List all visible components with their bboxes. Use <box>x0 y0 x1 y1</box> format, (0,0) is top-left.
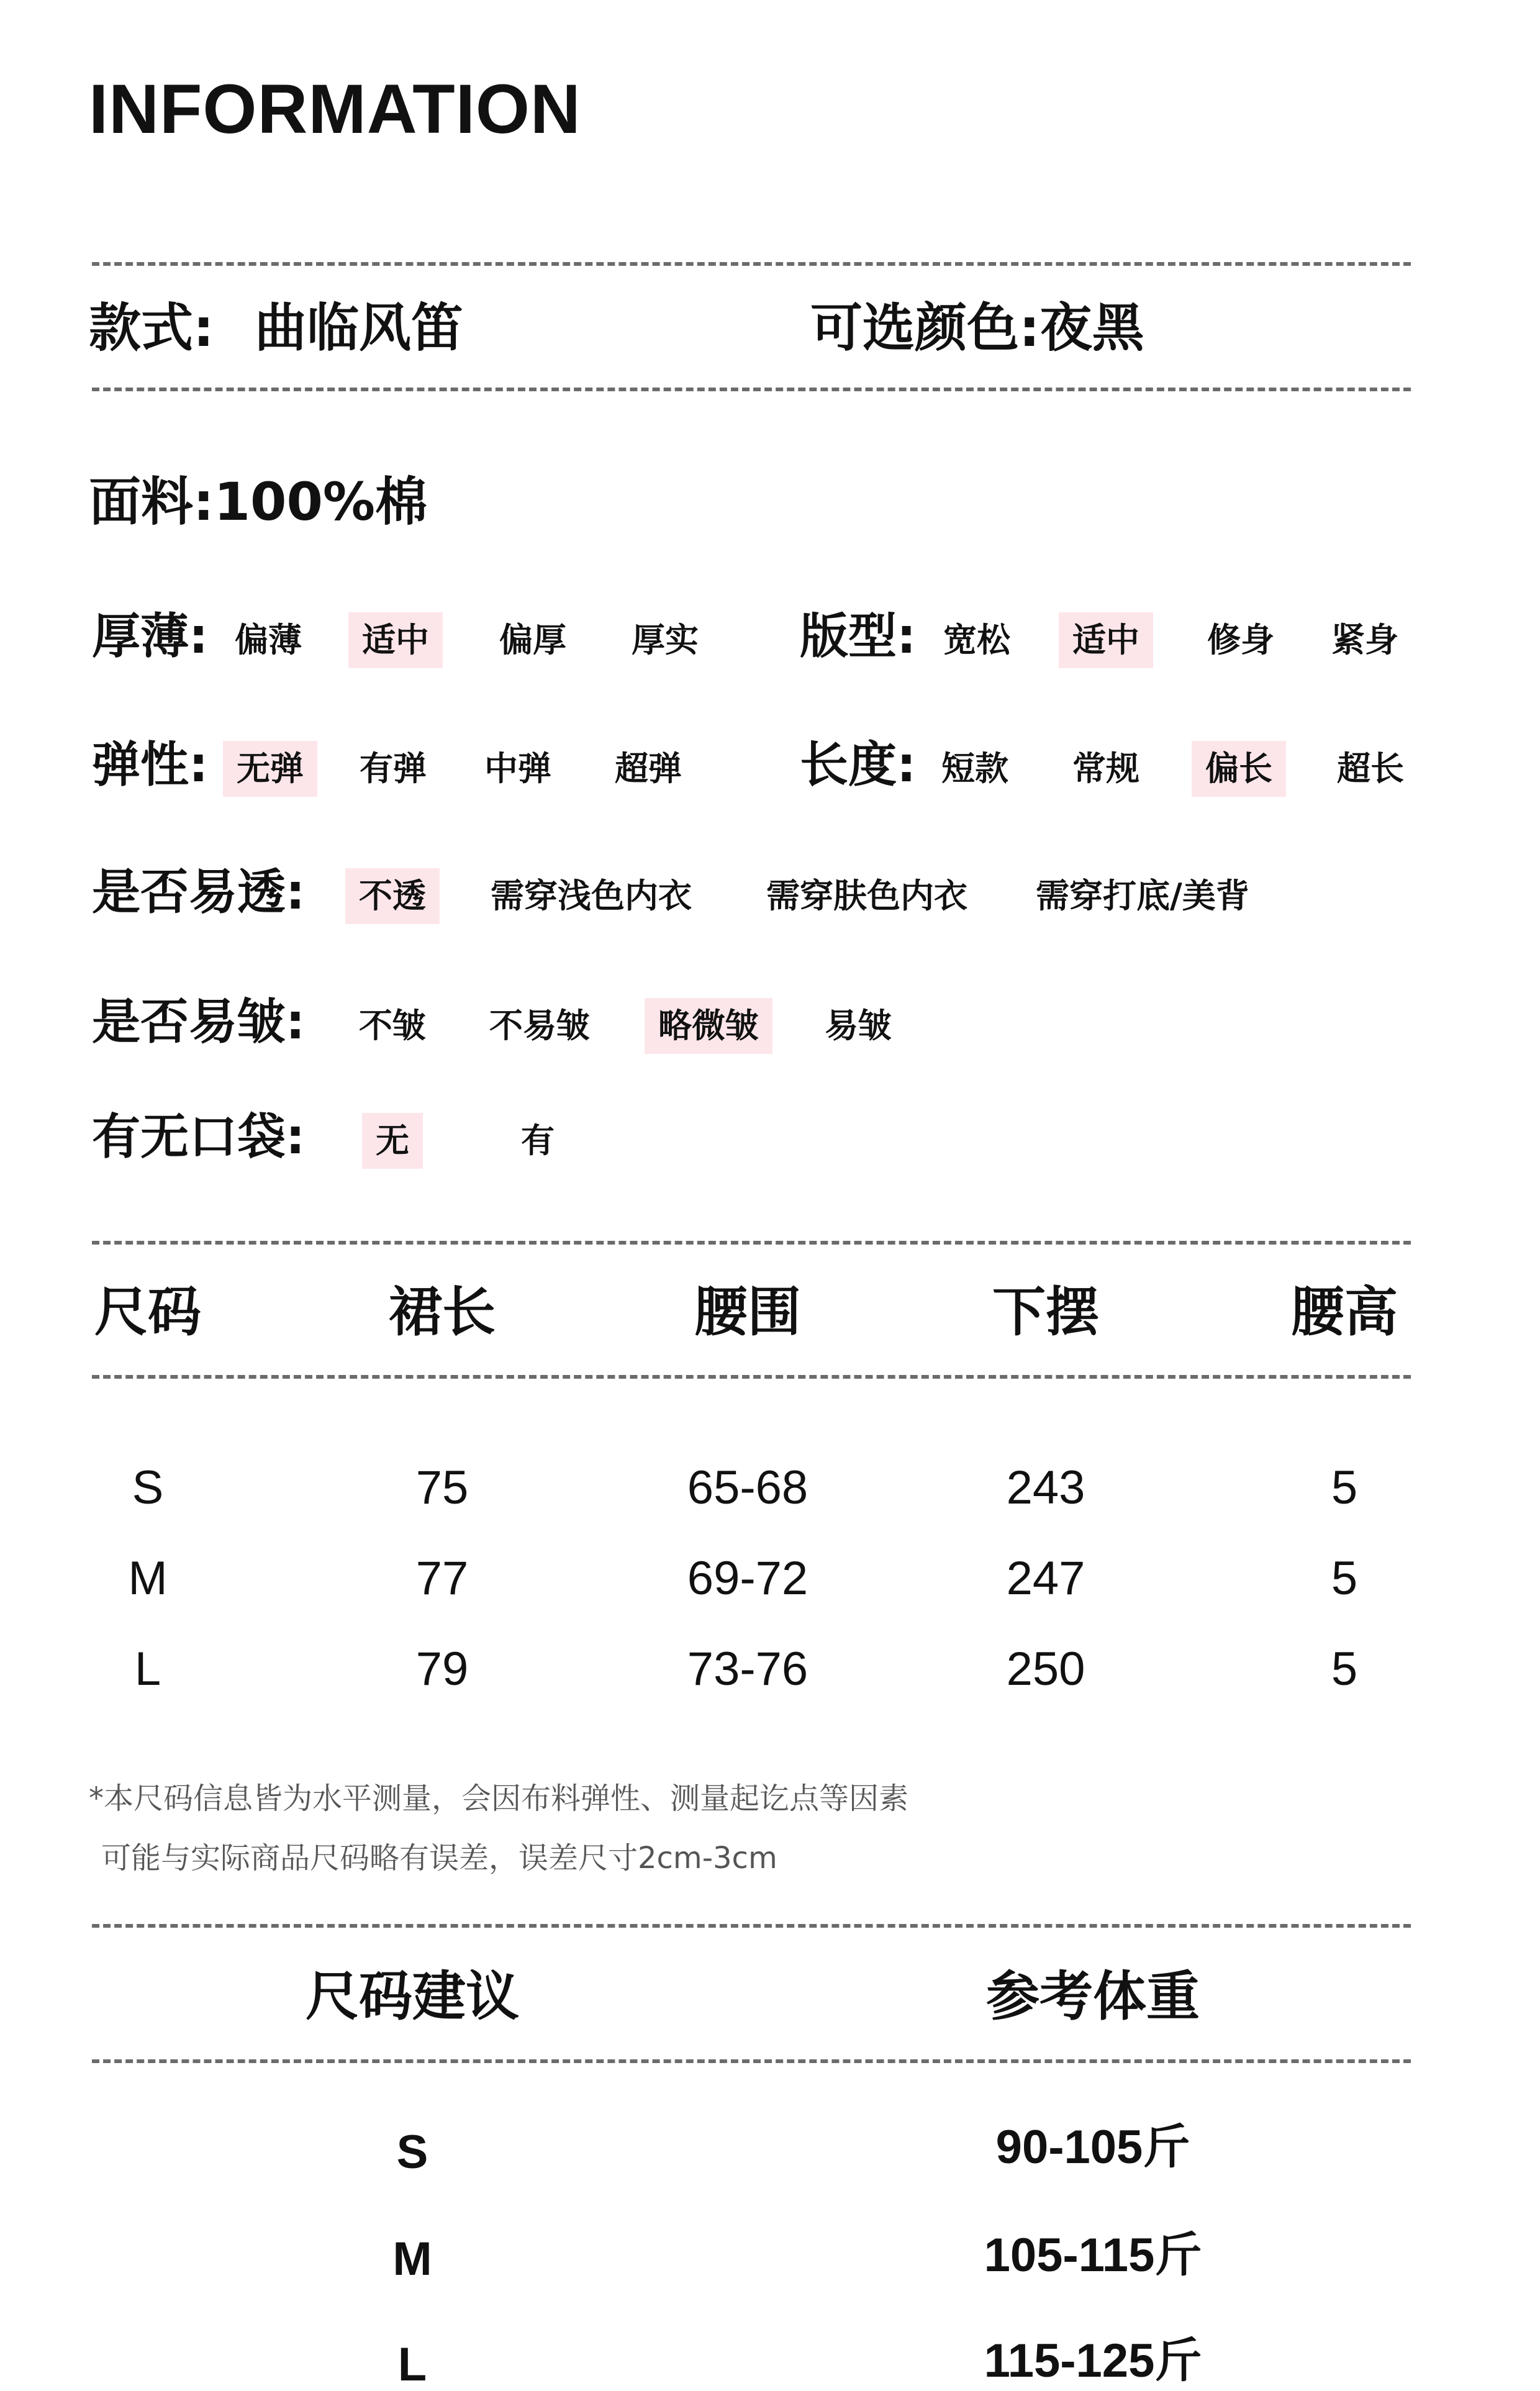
divider <box>92 2059 1411 2063</box>
table-cell: M <box>128 1552 168 1605</box>
wrinkle-option: 不皱 <box>359 1006 426 1045</box>
transparency-option: 需穿打底/美背 <box>1036 876 1249 915</box>
length-label: 长度: <box>800 737 917 793</box>
table-cell: 75 <box>415 1461 469 1514</box>
thickness-option: 偏薄 <box>235 620 302 660</box>
table-cell: 77 <box>415 1552 469 1605</box>
pocket-option: 有 <box>521 1121 555 1160</box>
pocket-label: 有无口袋: <box>92 1109 306 1165</box>
wrinkle-label: 是否易皱: <box>92 994 306 1050</box>
table-cell: 5 <box>1331 1461 1358 1514</box>
recommendation-size: L <box>397 2338 427 2391</box>
measurement-note: 可能与实际商品尺码略有误差，误差尺寸2cm-3cm <box>101 1841 777 1876</box>
wrinkle-option: 易皱 <box>825 1006 892 1045</box>
fabric-info: 面料:100%棉 <box>89 471 428 532</box>
thickness-option: 厚实 <box>632 620 699 660</box>
pocket-option-selected: 无 <box>362 1113 423 1169</box>
transparency-option: 需穿肤色内衣 <box>766 876 967 915</box>
elasticity-option: 中弹 <box>484 749 551 788</box>
measurement-note: *本尺码信息皆为水平测量，会因布料弹性、测量起讫点等因素 <box>89 1781 909 1816</box>
color-info: 可选颜色:夜黑 <box>810 297 1144 358</box>
fit-option-selected: 适中 <box>1059 612 1153 668</box>
divider <box>92 1241 1411 1245</box>
page-title: INFORMATION <box>89 70 581 148</box>
size-table-header: 腰围 <box>694 1281 801 1343</box>
length-option: 常规 <box>1072 749 1139 788</box>
table-cell: 250 <box>1006 1643 1085 1695</box>
style-value: 曲临风笛 <box>255 297 464 358</box>
transparency-label: 是否易透: <box>92 864 306 920</box>
thickness-option-selected: 适中 <box>348 612 443 668</box>
length-option: 短款 <box>941 749 1008 788</box>
recommendation-header: 尺码建议 <box>306 1966 519 2028</box>
recommendation-size: S <box>396 2126 428 2179</box>
recommendation-header: 参考体重 <box>986 1966 1200 2028</box>
table-cell: 5 <box>1331 1643 1358 1695</box>
elasticity-option: 有弹 <box>360 749 427 788</box>
recommendation-weight: 115-125斤 <box>984 2334 1202 2387</box>
wrinkle-option: 不易皱 <box>489 1006 590 1045</box>
table-cell: 5 <box>1331 1552 1358 1605</box>
table-cell: S <box>132 1461 164 1514</box>
elasticity-label: 弹性: <box>92 737 209 793</box>
elasticity-option-selected: 无弹 <box>223 741 317 797</box>
size-table-header: 腰高 <box>1291 1281 1398 1343</box>
recommendation-weight: 90-105斤 <box>995 2121 1190 2174</box>
fit-option: 宽松 <box>943 620 1010 660</box>
divider <box>92 262 1411 266</box>
length-option-selected: 偏长 <box>1192 741 1286 797</box>
table-cell: 243 <box>1006 1461 1085 1514</box>
size-table-header: 裙长 <box>389 1281 496 1343</box>
recommendation-weight: 105-115斤 <box>984 2229 1202 2282</box>
transparency-option-selected: 不透 <box>345 868 440 924</box>
style-label: 款式: <box>89 297 214 358</box>
table-cell: 65-68 <box>687 1461 808 1514</box>
elasticity-option: 超弹 <box>615 749 682 788</box>
divider <box>92 1924 1411 1928</box>
table-cell: 73-76 <box>687 1643 808 1695</box>
divider <box>92 1375 1411 1379</box>
fit-option: 紧身 <box>1331 620 1398 660</box>
divider <box>92 388 1411 391</box>
recommendation-size: M <box>392 2233 432 2285</box>
table-cell: L <box>134 1643 161 1695</box>
transparency-option: 需穿浅色内衣 <box>491 876 692 915</box>
size-table-header: 尺码 <box>94 1281 201 1343</box>
wrinkle-option-selected: 略微皱 <box>645 998 772 1054</box>
fit-option: 修身 <box>1207 620 1274 660</box>
size-table-header: 下摆 <box>992 1281 1099 1343</box>
table-cell: 69-72 <box>687 1552 808 1605</box>
thickness-label: 厚薄: <box>92 609 209 665</box>
length-option: 超长 <box>1337 749 1404 788</box>
table-cell: 247 <box>1006 1552 1085 1605</box>
fit-label: 版型: <box>800 609 917 665</box>
thickness-option: 偏厚 <box>499 620 566 660</box>
table-cell: 79 <box>415 1643 469 1695</box>
